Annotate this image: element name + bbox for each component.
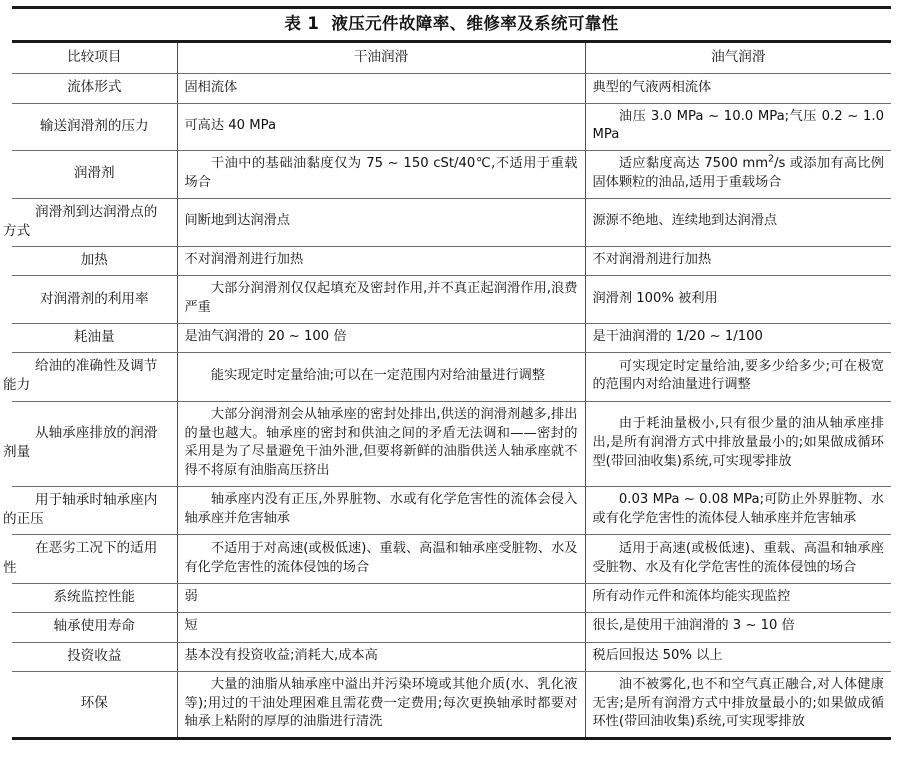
table-row [12,74,891,103]
comparison-table [3,40,891,740]
cell-text: 源源不绝地、连续地到达润滑点 [592,213,778,229]
cell-text: 大部分润滑剂会从轴承座的密封处排出,供送的润滑剂越多,排出的量也越大。轴承座的密封和供油之间的矛盾无法调和——密封的采用是为了尽量避免干油外泄,但要将新鲜的油脂供送人轴承座就不得不将原有油脂高压挤出 [184,406,578,478]
table-header-row [12,42,891,74]
cell-text: 短 [184,618,198,634]
cell-text: 0.03 MPa ~ 0.08 MPa;可防止外界脏物、水或有化学危害性的流体侵人轴承座并危害轴承 [592,492,884,527]
row-label-line: 从轴承座排放的润滑 [35,424,158,441]
page-top-rule [12,6,891,9]
row-label: 投资收益 [12,642,177,671]
row-label-line: 用于轴承时轴承座内 [35,491,158,508]
row-label: 润滑剂 [12,151,177,198]
cell-oil-air-lubrication [585,583,891,612]
column-header-oilair: 油气润滑 [585,42,891,74]
row-label-line: 的正压 [3,511,44,528]
row-label-line: 能力 [3,377,31,394]
row-label [3,486,177,535]
cell-text: 所有动作元件和流体均能实现监控 [592,589,791,605]
cell-grease-lubrication [177,151,585,198]
table-row [12,353,891,402]
row-label: 系统监控性能 [12,583,177,612]
row-label-line: 方式 [3,222,31,239]
table-row [12,103,891,150]
row-label [3,353,177,402]
cell-oil-air-lubrication [585,247,891,276]
cell-oil-air-lubrication [585,323,891,352]
cell-text: 间断地到达润滑点 [184,213,290,229]
table-row [12,401,891,486]
cell-text: 弱 [184,589,198,605]
cell-text: 干油中的基础油黏度仅为 75 ~ 150 cSt/40℃,不适用于重载场合 [184,156,578,190]
cell-grease-lubrication [177,323,585,352]
cell-grease-lubrication [177,74,585,103]
row-label-line: 性 [3,559,17,576]
row-label [3,198,177,247]
table-row [12,198,891,247]
table-header [12,42,891,74]
cell-grease-lubrication [177,247,585,276]
row-label-line: 润滑剂到达润滑点的 [35,203,158,220]
row-label: 对润滑剂的利用率 [12,276,177,323]
row-label [3,401,177,486]
cell-grease-lubrication [177,671,585,738]
cell-text: 典型的气液两相流体 [592,79,712,95]
cell-text: 不对润滑剂进行加热 [592,252,712,268]
column-header-grease: 干油润滑 [177,42,585,74]
row-label: 输送润滑剂的压力 [12,103,177,150]
cell-grease-lubrication [177,198,585,247]
table-row [12,613,891,642]
row-label: 加热 [12,247,177,276]
row-label: 流体形式 [12,74,177,103]
cell-text: 大量的油脂从轴承座中溢出并污染环境或其他介质(水、乳化液等);用过的干油处理困难且需花费一定费用;每次更换轴承时都要对轴承上粘附的厚厚的油脂进行清洗 [184,676,578,730]
cell-oil-air-lubrication [585,74,891,103]
table-row [12,671,891,738]
table-row [12,276,891,323]
cell-text: 润滑剂 100% 被利用 [592,290,718,306]
cell-text: 可实现定时定量给油,要多少给多少;可在极宽的范围内对给油量进行调整 [592,358,884,393]
cell-oil-air-lubrication [585,613,891,642]
cell-grease-lubrication [177,583,585,612]
cell-text: 由于耗油量极小,只有很少量的油从轴承座排出,是所有润滑方式中排放量最小的;如果做成循环型(带回油收集)系统,可实现零排放 [592,416,884,469]
row-label: 轴承使用寿命 [12,613,177,642]
cell-text: 适用于高速(或极低速)、重载、高温和轴承座受脏物、水及有化学危害性的流体侵蚀的场合 [592,540,884,575]
row-label-line: 剂量 [3,444,31,461]
cell-text: 不适用于对高速(或极低速)、重载、高温和轴承座受脏物、水及有化学危害性的流体侵蚀的场合 [184,540,578,575]
cell-text: 适应黏度高达 7500 $mm^2/s$ 或添加有高比例固体颗粒的油品,适用于重载场合 [592,153,884,190]
table-row [12,535,891,584]
column-header-item: 比较项目 [12,42,177,74]
cell-text: 是干油润滑的 1/20 ~ 1/100 [592,329,763,345]
cell-oil-air-lubrication [585,103,891,150]
table-body [3,74,891,739]
table-row [12,642,891,671]
cell-text: 大部分润滑剂仅仅起填充及密封作用,并不真正起润滑作用,浪费严重 [184,281,578,316]
cell-text: 轴承座内没有正压,外界脏物、水或有化学危害性的流体会侵入轴承座并危害轴承 [184,492,578,527]
cell-grease-lubrication [177,535,585,584]
cell-oil-air-lubrication [585,401,891,486]
cell-grease-lubrication [177,486,585,535]
cell-text: 能实现定时定量给油;可以在一定范围内对给油量进行调整 [210,368,546,384]
cell-oil-air-lubrication [585,198,891,247]
table-row [12,323,891,352]
cell-oil-air-lubrication [585,486,891,535]
table-row [12,486,891,535]
row-label-line: 给油的准确性及调节 [35,358,158,375]
cell-text: 固相流体 [184,79,238,95]
cell-text: 很长,是使用干油润滑的 3 ~ 10 倍 [592,618,795,634]
cell-grease-lubrication [177,613,585,642]
cell-grease-lubrication [177,103,585,150]
cell-grease-lubrication [177,642,585,671]
row-label [3,535,177,584]
table-row [12,151,891,198]
cell-text: 油不被雾化,也不和空气真正融合,对人体健康无害;是所有润滑方式中排放量最小的;如果做成循环性(带回油收集)系统,可实现零排放 [592,676,884,730]
cell-text: 不对润滑剂进行加热 [184,252,304,268]
table-caption [0,14,903,34]
table-caption-number: 表 1 [284,14,320,33]
cell-grease-lubrication [177,353,585,402]
table-row [12,247,891,276]
cell-grease-lubrication [177,401,585,486]
row-label: 环保 [12,671,177,738]
cell-oil-air-lubrication [585,353,891,402]
cell-text: 可高达 40 MPa [184,117,277,133]
cell-oil-air-lubrication [585,642,891,671]
cell-oil-air-lubrication [585,671,891,738]
table-caption-text: 液压元件故障率、维修率及系统可靠性 [331,14,619,33]
cell-oil-air-lubrication [585,276,891,323]
cell-text: 油压 3.0 MPa ~ 10.0 MPa;气压 0.2 ~ 1.0 MPa [592,108,884,143]
cell-text: 是油气润滑的 20 ~ 100 倍 [184,329,347,345]
cell-text: 税后回报达 50% 以上 [592,647,723,663]
cell-text: 基本没有投资收益;消耗大,成本高 [184,647,378,663]
table-row [12,583,891,612]
cell-oil-air-lubrication [585,151,891,198]
cell-grease-lubrication [177,276,585,323]
comparison-table-wrapper [3,40,891,740]
row-label: 耗油量 [12,323,177,352]
row-label-line: 在恶劣工况下的适用 [35,540,158,557]
cell-oil-air-lubrication [585,535,891,584]
